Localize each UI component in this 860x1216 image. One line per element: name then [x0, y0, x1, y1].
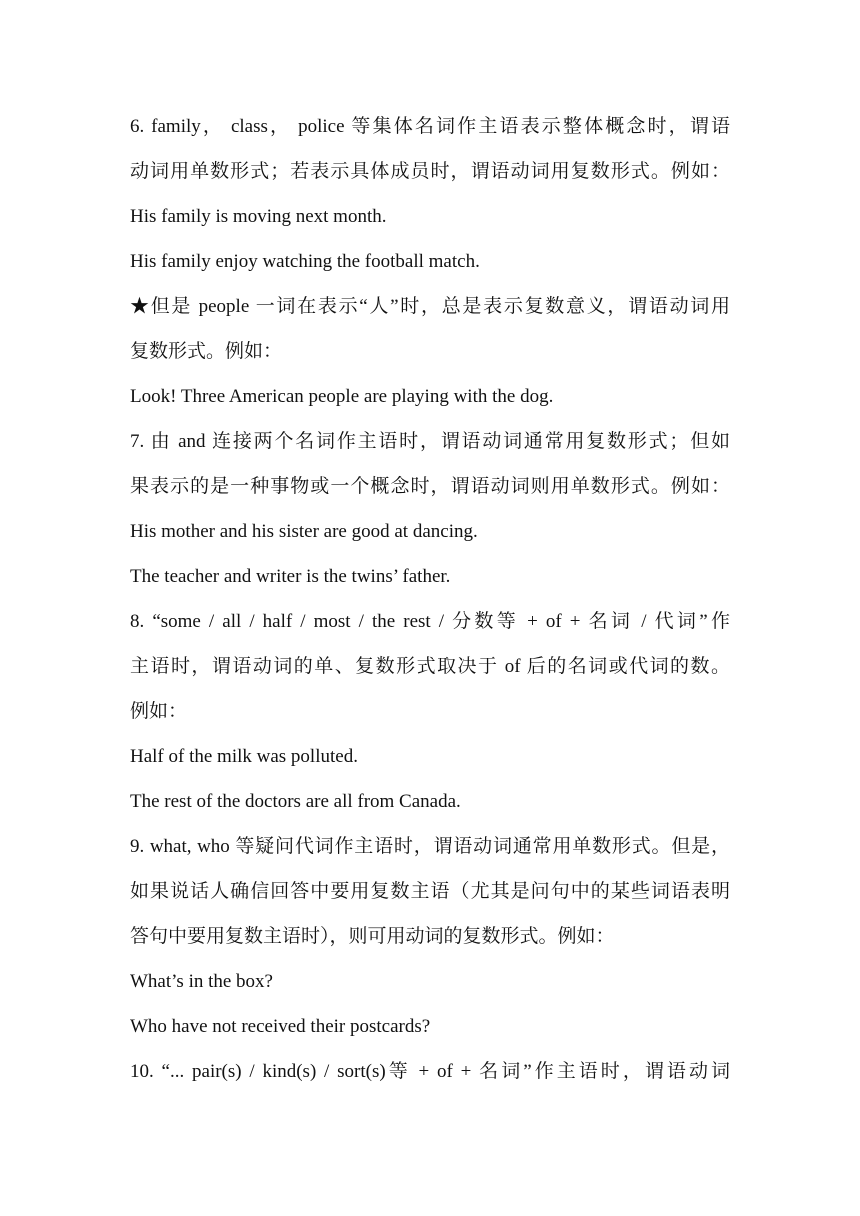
example-sentence: His family is moving next month.	[130, 206, 387, 227]
text-line: 9. what, who 等疑问代词作主语时，谓语动词通常用单数形式。但是，	[130, 836, 730, 857]
text-line: 例如：	[130, 701, 188, 722]
text-line: 答句中要用复数主语时），则可用动词的复数形式。例如：	[130, 926, 615, 947]
example-sentence: The rest of the doctors are all from Canada.	[130, 791, 461, 812]
text-line: 果表示的是一种事物或一个概念时，谓语动词则用单数形式。例如：	[130, 476, 730, 497]
text-line: 复数形式。例如：	[130, 341, 283, 362]
example-sentence: Who have not received their postcards?	[130, 1016, 431, 1037]
text-line: ★但是 people 一词在表示“人”时，总是表示复数意义，谓语动词用	[130, 296, 730, 317]
example-sentence: Half of the milk was polluted.	[130, 746, 358, 767]
text-line: 6. family， class， police 等集体名词作主语表示整体概念时，谓语	[130, 116, 730, 137]
example-sentence: Look! Three American people are playing with the dog.	[130, 386, 554, 407]
text-line: 8. “some / all / half / most / the rest / 分数等 + of + 名词 / 代词”作	[130, 611, 730, 632]
example-sentence: What’s in the box?	[130, 971, 273, 992]
text-line: 动词用单数形式；若表示具体成员时，谓语动词用复数形式。例如：	[130, 161, 730, 182]
text-line: 主语时，谓语动词的单、复数形式取决于 of 后的名词或代词的数。	[130, 656, 730, 677]
example-sentence: His family enjoy watching the football match.	[130, 251, 480, 272]
example-sentence: The teacher and writer is the twins’ father.	[130, 566, 451, 587]
text-line: 10. “... pair(s) / kind(s) / sort(s)等 + of + 名词”作主语时，谓语动词	[130, 1061, 730, 1082]
text-line: 如果说话人确信回答中要用复数主语（尤其是问句中的某些词语表明	[130, 881, 730, 902]
example-sentence: His mother and his sister are good at dancing.	[130, 521, 478, 542]
text-line: 7. 由 and 连接两个名词作主语时，谓语动词通常用复数形式；但如	[130, 431, 730, 452]
document-page	[130, 104, 730, 1094]
